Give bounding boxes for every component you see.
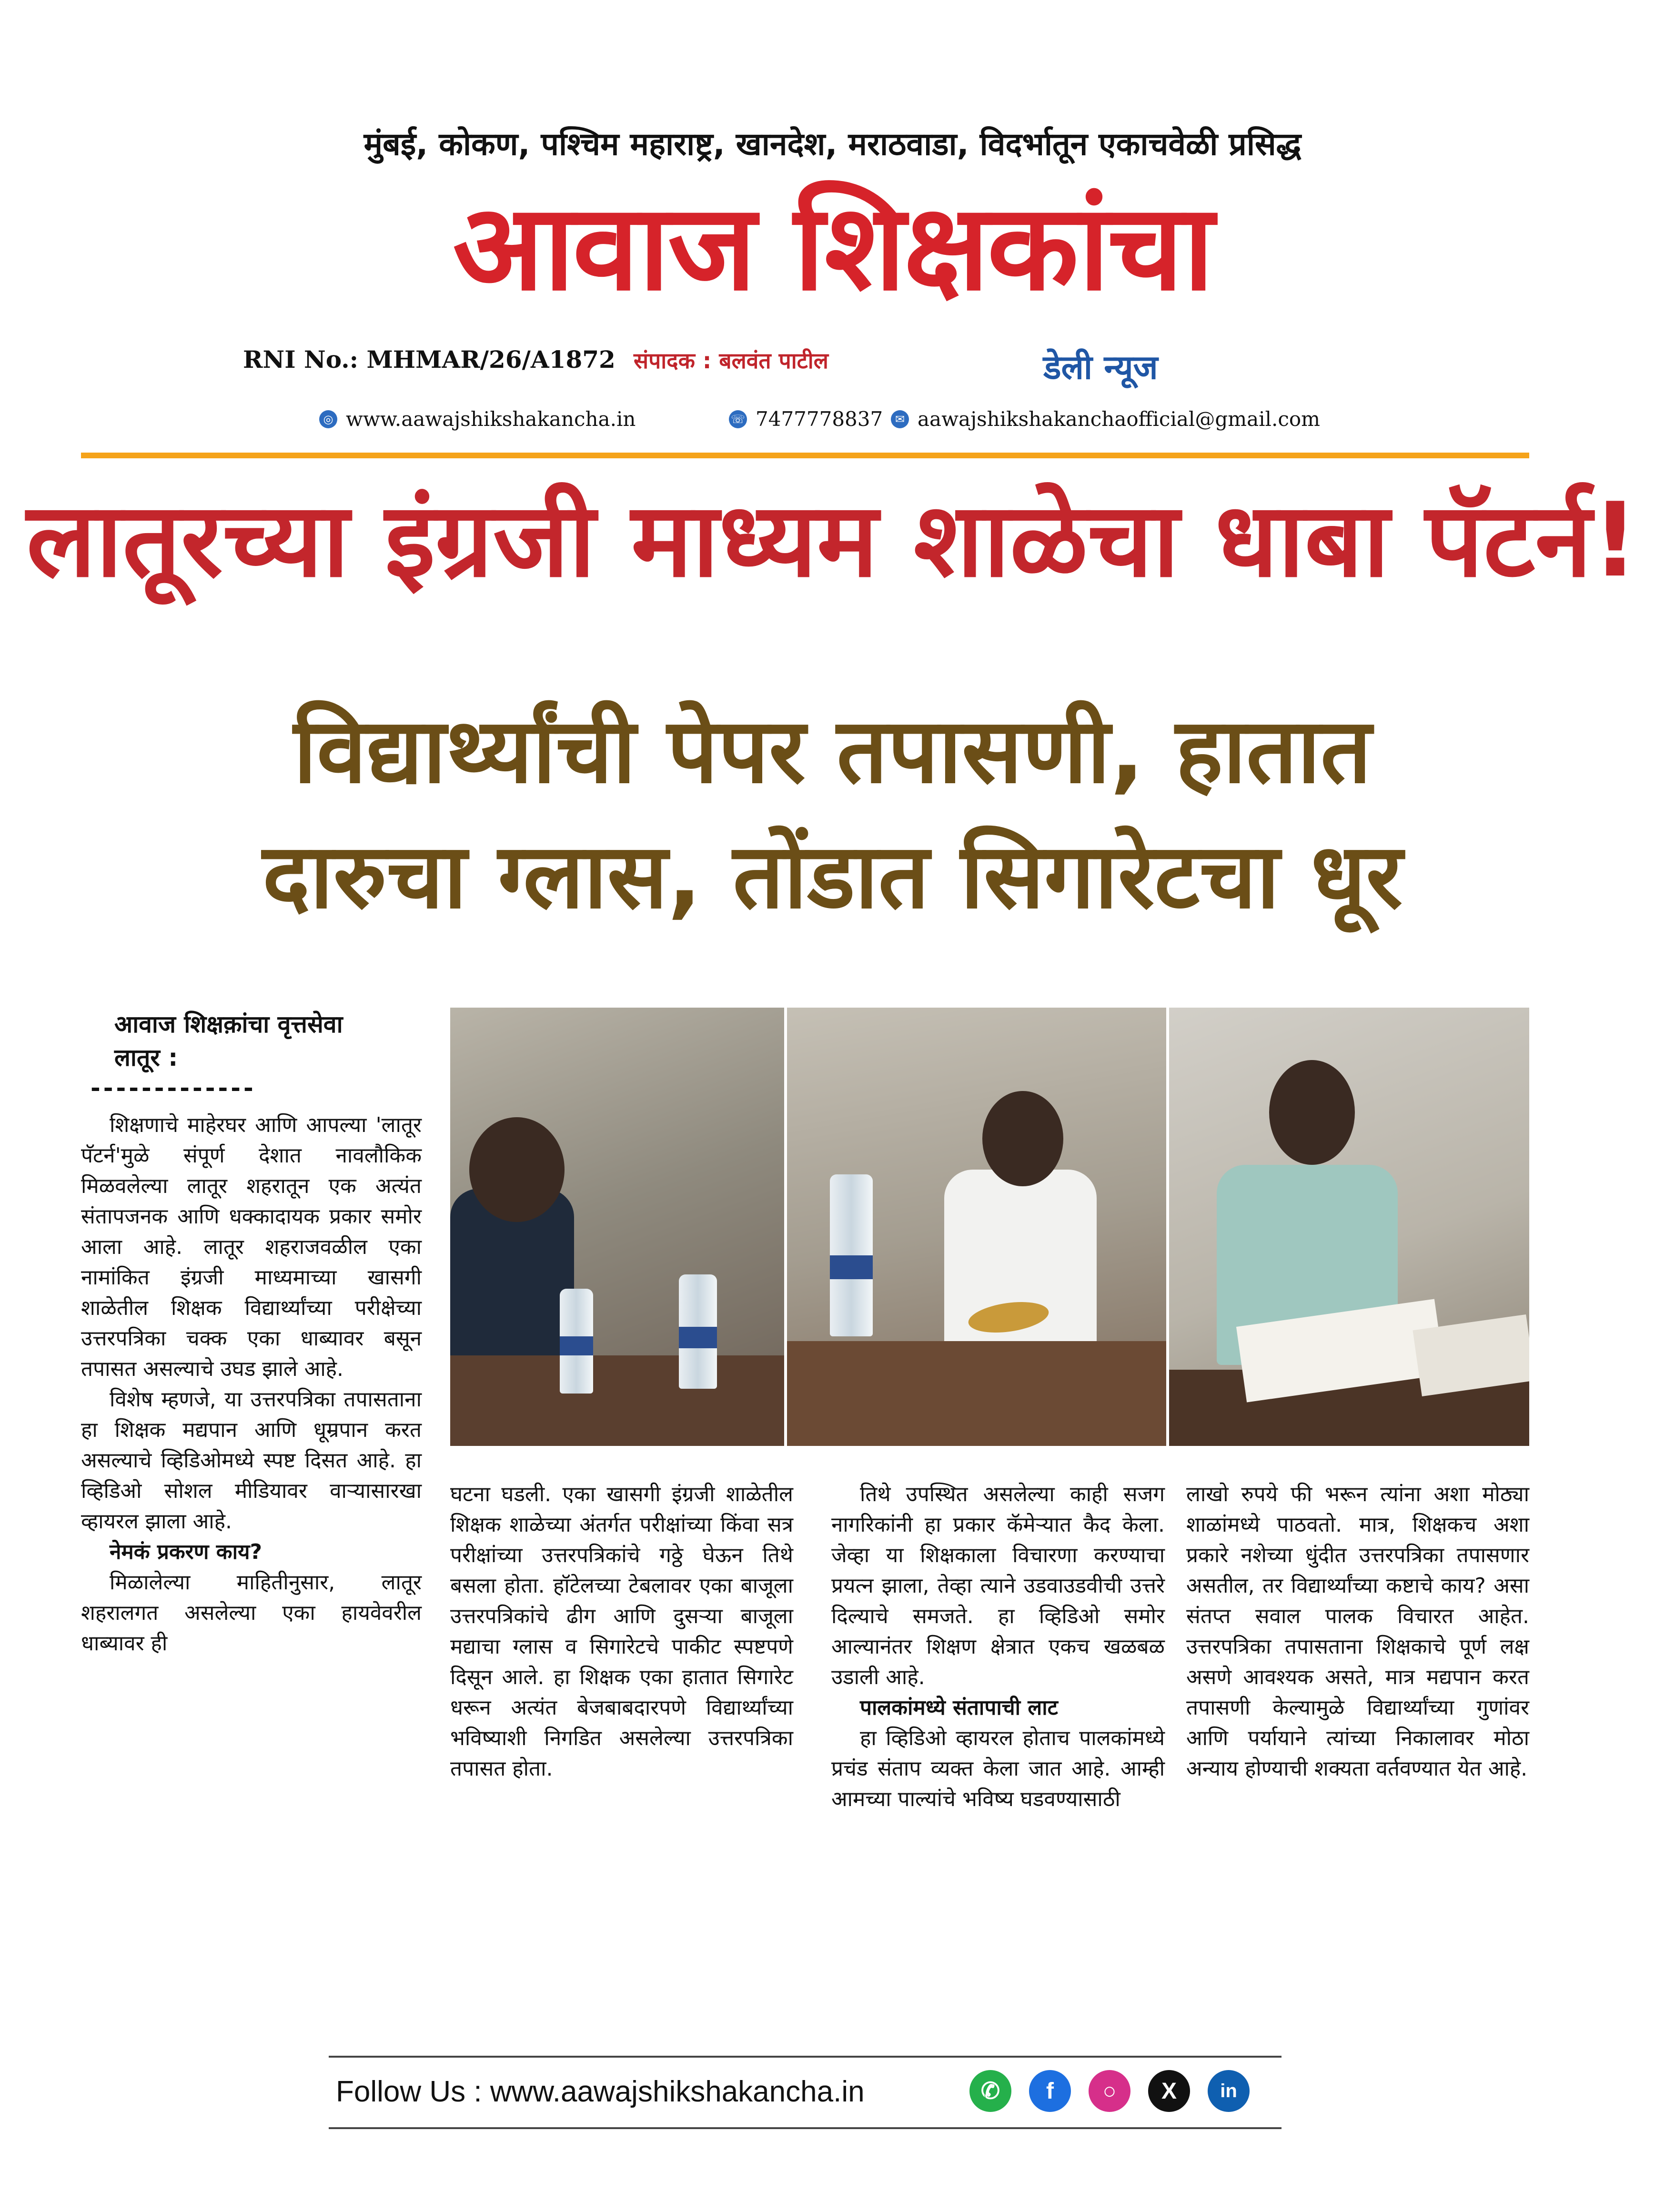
newspaper-title: आवाज शिक्षकांचा (453, 178, 1212, 317)
sub-headline-line-1: विद्यार्थ्यांची पेपर तपासणी, हातात (293, 699, 1372, 803)
article-paragraph: घटना घडली. एका खासगी इंग्रजी शाळेतील शिक्षक शाळेच्या अंतर्गत परीक्षांच्या किंवा सत्र परीक्षांच्या उत्तरपत्रिकांचे गठ्ठे घेऊन तिथे बसला होता. हॉटेलच्या टेबलावर एका बाजूला उत्तरपत्रिकांचे ढीग आणि दुसऱ्या बाजूला मद्याचा ग्लास व सिगारेटचे पाकीट स्पष्टपणे दिसून आले. हा शिक्षक एका हातात सिगारेट धरून अत्यंत बेजबाबदारपणे विद्यार्थ्यांच्या भविष्याशी निगडित असलेल्या उत्तरपत्रिका तपासत होता. (450, 1482, 793, 1781)
facebook-icon[interactable]: f (1029, 2070, 1071, 2112)
main-headline: लातूरच्या इंग्रजी माध्यम शाळेचा धाबा पॅटर्न! (26, 480, 1639, 600)
website-contact[interactable] (319, 407, 636, 431)
instagram-icon[interactable]: ○ (1089, 2070, 1130, 2112)
article-paragraph: हा व्हिडिओ व्हायरल होताच पालकांमध्ये प्रचंड संताप व्यक्त केला जात आहे. आम्ही आमच्या पाल्यांचे भविष्य घडवण्यासाठी (831, 1726, 1165, 1811)
article-column-4 (1186, 1479, 1529, 1784)
article-paragraph: विशेष म्हणजे, या उत्तरपत्रिका तपासताना हा शिक्षक मद्यपान आणि धूम्रपान करत असल्याचे व्हिडिओमध्ये स्पष्ट दिसत आहे. हा व्हिडिओ सोशल मीडियावर वाऱ्यासारखा व्हायरल झाला आहे. (81, 1387, 422, 1534)
x-icon[interactable]: X (1148, 2070, 1190, 2112)
editor-name: संपादक : बलवंत पाटील (634, 348, 828, 374)
video-stills (450, 1008, 1529, 1446)
article-paragraph: तिथे उपस्थित असलेल्या काही सजग नागरिकांनी हा प्रकार कॅमेऱ्यात कैद केला. जेव्हा या शिक्षकाला विचारणा करण्याचा प्रयत्न झाला, तेव्हा त्याने उडवाउडवीची उत्तरे दिल्याचे समजते. हा व्हिडिओ समोर आल्यानंतर शिक्षण क्षेत्रात एकच खळबळ उडाली आहे. (831, 1482, 1165, 1689)
article-column-2 (450, 1479, 793, 1784)
footer-bottom-rule (329, 2127, 1282, 2129)
photo-teacher-writing (450, 1008, 784, 1446)
photo-checking-papers (1166, 1008, 1529, 1446)
rni-number: RNI No.: MHMAR/26/A1872 (243, 345, 616, 374)
phone-icon: ☏ (729, 410, 747, 428)
dateline: लातूर : (114, 1044, 178, 1071)
sub-headline-line-2: दारुचा ग्लास, तोंडात सिगारेटचा धूर (262, 824, 1403, 929)
photo-teacher-seated (784, 1008, 1166, 1446)
byline (114, 1008, 343, 1074)
sub-headline (0, 688, 1665, 939)
byline-separator: ------------- (91, 1074, 256, 1102)
website-text: www.aawajshikshakancha.in (346, 407, 636, 431)
news-bureau: आवाज शिक्षक़ांचा वृत्तसेवा (114, 1010, 343, 1038)
article-paragraph: लाखो रुपये फी भरून त्यांना अशा मोठ्या शाळांमध्ये पाठवतो. मात्र, शिक्षकच अशा प्रकारे नशेच्या धुंदीत उत्तरपत्रिका तपासणार असतील, तर विद्यार्थ्यांच्या कष्टाचे काय? असा संतप्त सवाल पालक विचारत आहेत. उत्तरपत्रिका तपासताना शिक्षकाचे पूर्ण लक्ष असणे आवश्यक असते, मात्र मद्यपान करत तपासणी केल्यामुळे विद्यार्थ्यांच्या गुणांवर आणि पर्यायाने त्यांच्या निकालावर मोठा अन्याय होण्याची शक्यता वर्तवण्यात येत आहे. (1186, 1482, 1529, 1781)
section-subheading: नेमकं प्रकरण काय? (110, 1540, 262, 1564)
linkedin-icon[interactable]: in (1208, 2070, 1250, 2112)
phone-text: 7477778837 (756, 407, 883, 431)
article-column-1 (81, 1110, 422, 1659)
email-text: aawajshikshakanchaofficial@gmail.com (918, 407, 1320, 431)
phone-contact[interactable] (729, 407, 883, 431)
follow-us-text[interactable]: Follow Us : www.aawajshikshakancha.in (336, 2075, 865, 2108)
whatsapp-icon[interactable]: ✆ (969, 2070, 1011, 2112)
article-paragraph: मिळालेल्या माहितीनुसार, लातूर शहरालगत असलेल्या एका हायवेवरील धाब्यावर ही (81, 1570, 422, 1656)
edition-tagline: मुंबई, कोकण, पश्चिम महाराष्ट्र, खानदेश, मराठवाडा, विदर्भातून एकाचवेळी प्रसिद्ध (363, 126, 1302, 162)
edition-label: डेली न्यूज (1043, 348, 1158, 387)
email-contact[interactable] (891, 407, 1320, 431)
article-column-3 (831, 1479, 1165, 1815)
footer-top-rule (329, 2056, 1282, 2058)
globe-icon: ◎ (319, 410, 337, 428)
email-icon: ✉ (891, 410, 909, 428)
header-divider (81, 453, 1529, 458)
section-subheading: पालकांमध्ये संतापाची लाट (860, 1696, 1058, 1720)
article-paragraph: शिक्षणाचे माहेरघर आणि आपल्या 'लातूर पॅटर्न'मुळे संपूर्ण देशात नावलौकिक मिळवलेल्या लातूर शहरातून एक अत्यंत संतापजनक आणि धक्कादायक प्रकार समोर आला आहे. लातूर शहराजवळील एका नामांकित इंग्रजी माध्यमाच्या खासगी शाळेतील शिक्षक विद्यार्थ्यांच्या परीक्षेच्या उत्तरपत्रिका चक्क एका धाब्यावर बसून तपासत असल्याचे उघड झाले आहे. (81, 1113, 422, 1381)
